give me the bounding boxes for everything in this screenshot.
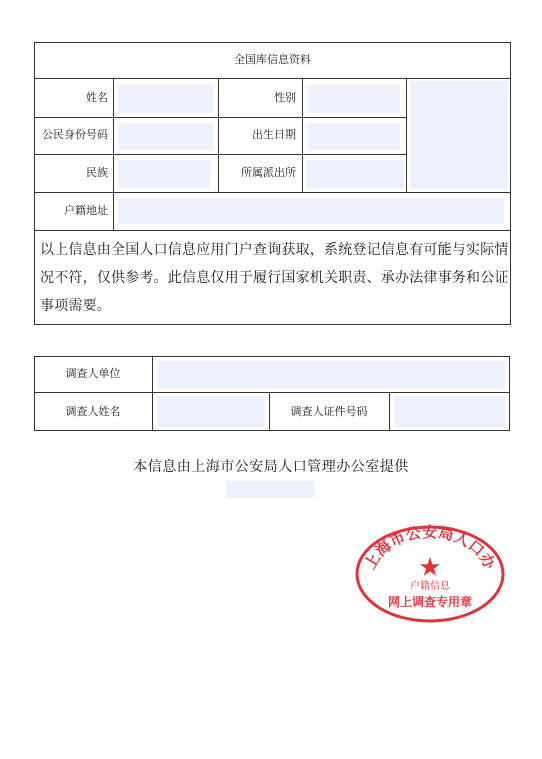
investigator-table-hline — [34, 392, 510, 393]
label-investigator-unit: 调查人单位 — [65, 367, 121, 380]
redacted-name-value — [118, 85, 213, 113]
info-table-hline — [34, 154, 407, 155]
seal-arc-text: 上海市公安局人口办 — [360, 523, 500, 573]
info-table-vline — [406, 78, 407, 192]
info-table-hline — [34, 230, 511, 231]
redacted-gender-value — [308, 85, 400, 113]
label-gender: 性别 — [274, 91, 296, 104]
label-investigator-name: 调查人姓名 — [65, 405, 121, 418]
info-table-hline — [34, 78, 511, 79]
info-table-vline — [302, 78, 303, 192]
info-table-title: 全国库信息资料 — [234, 53, 311, 66]
label-id-number: 公民身份号码 — [42, 128, 108, 141]
label-police-station: 所属派出所 — [241, 166, 296, 179]
info-table-hline — [34, 192, 511, 193]
label-ethnicity: 民族 — [86, 166, 108, 179]
label-name: 姓名 — [86, 91, 108, 104]
provider-statement: 本信息由上海市公安局人口管理办公室提供 — [133, 459, 409, 475]
redacted-id-number-value — [118, 123, 213, 150]
redacted-investigator-id-value — [394, 396, 506, 427]
info-table-hline — [34, 117, 407, 118]
redacted-ethnicity-value — [118, 160, 210, 188]
redacted-address-value — [118, 198, 504, 224]
redacted-police-station-value — [306, 160, 404, 188]
redacted-investigator-name-value — [157, 396, 265, 427]
label-birth-date: 出生日期 — [252, 128, 296, 141]
official-seal-stamp — [352, 512, 508, 624]
disclaimer-notice: 以上信息由全国人口信息应用门户查询获取，系统登记信息有可能与实际情况不符，仅供参考。此信息仅用于履行国家机关职责、承办法律事务和公证事项需要。 — [40, 242, 509, 314]
info-table-vline — [113, 78, 114, 230]
redacted-date — [226, 481, 314, 498]
redacted-photo — [410, 81, 508, 189]
seal-line2: 网上调查专用章 — [387, 595, 473, 609]
redacted-investigator-unit-value — [158, 361, 506, 389]
redacted-birth-date-value — [308, 123, 400, 150]
label-address: 户籍地址 — [64, 204, 108, 217]
label-investigator-id: 调查人证件号码 — [290, 405, 368, 418]
seal-star-icon — [420, 557, 440, 576]
investigator-table-vline — [389, 392, 390, 431]
seal-line1: 户籍信息 — [410, 581, 450, 592]
investigator-table-vline — [152, 356, 153, 431]
